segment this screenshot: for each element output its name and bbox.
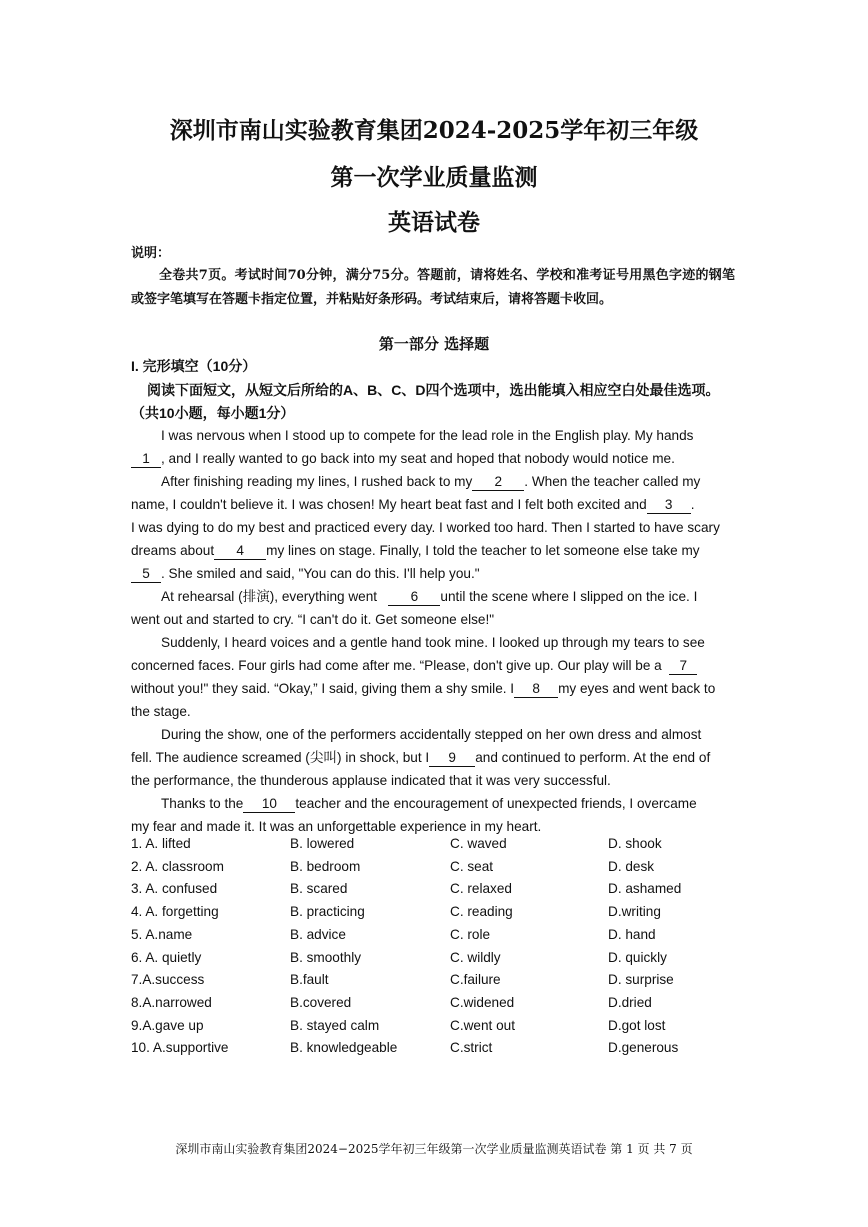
option-10-B: B. knowledgeable: [290, 1040, 398, 1056]
option-2-B: B. bedroom: [290, 858, 361, 874]
page-footer: 深圳市南山实验教育集团2024−2025学年初三年级第一次学业质量监测英语试卷 第 1 页 共 7 页: [175, 1142, 693, 1156]
option-3-C: C. relaxed: [450, 881, 512, 897]
blank-4: 4: [214, 543, 266, 560]
option-5-C: C. role: [450, 926, 491, 942]
blank-2: 2: [472, 474, 524, 491]
part1-title: 第一部分 选择题: [378, 335, 490, 353]
blank-7: 7: [669, 658, 697, 675]
passage-line: the performance, the thunderous applause indicated that it was very successful.: [131, 773, 611, 788]
option-2-A: 2. A. classroom: [131, 858, 224, 874]
option-2-C: C. seat: [450, 858, 494, 874]
passage-line: name, I couldn't believe it. I was chosen! My heart beat fast and I felt both excited and 3 .: [131, 497, 695, 512]
passage-line: At rehearsal (排演), everything went 6 until the scene where I slipped on the ice. I: [161, 589, 698, 604]
passage-line: I was nervous when I stood up to compete for the lead role in the English play. My hands: [161, 428, 694, 443]
option-5-D: D. hand: [608, 926, 656, 942]
option-3-B: B. scared: [290, 881, 348, 897]
blank-1: 1: [131, 451, 161, 468]
option-7-D: D. surprise: [608, 972, 674, 988]
notes-label: 说明：: [131, 246, 171, 261]
passage-line: concerned faces. Four girls had come after me. “Please, don't give up. Our play will be a 7: [131, 655, 737, 677]
option-8-B: B.covered: [290, 994, 352, 1010]
blank-5: 5: [131, 566, 161, 583]
option-6-B: B. smoothly: [290, 949, 362, 965]
section1-heading: I. 完形填空（10分）: [131, 358, 257, 374]
option-7-A: 7.A.success: [131, 972, 205, 988]
option-1-C: C. waved: [450, 836, 507, 851]
blank-10: 10: [243, 796, 295, 813]
option-3-D: D. ashamed: [608, 881, 682, 897]
option-6-D: D. quickly: [608, 949, 667, 965]
option-9-A: 9.A.gave up: [131, 1017, 204, 1033]
passage-line: I was dying to do my best and practiced every day. I worked too hard. Then I started to have scary: [131, 520, 720, 535]
passage-line: my fear and made it. It was an unforgettable experience in my heart.: [131, 819, 542, 834]
option-2-D: D. desk: [608, 858, 655, 874]
option-8-D: D.dried: [608, 994, 652, 1010]
option-10-C: C.strict: [450, 1040, 493, 1056]
passage-line: fell. The audience screamed (尖叫) in shock, but I 9 and continued to perform. At the end of: [131, 750, 711, 765]
passage-line: After finishing reading my lines, I rushed back to my 2 . When the teacher called my: [161, 474, 701, 489]
option-4-A: 4. A. forgetting: [131, 904, 219, 920]
option-10-A: 10. A.supportive: [131, 1040, 229, 1056]
blank-8: 8: [514, 681, 558, 698]
option-1-B: B. lowered: [290, 836, 355, 851]
notes-text: 全卷共7页。考试时间70分钟，满分75分。答题前，请将姓名、学校和准考证号用黑色字迹的钢笔或签字笔填写在答题卡指定位置，并粘贴好条形码。考试结束后，请将答题卡收回。: [131, 268, 735, 307]
option-6-C: C. wildly: [450, 949, 501, 965]
option-7-C: C.failure: [450, 972, 501, 988]
passage-line: 5 . She smiled and said, "You can do this. I'll help you.": [131, 563, 737, 585]
option-5-A: 5. A.name: [131, 926, 193, 942]
passage-line: the stage.: [131, 704, 191, 719]
passage-line: went out and started to cry. “I can't do it. Get someone else!": [131, 612, 495, 627]
option-6-A: 6. A. quietly: [131, 949, 202, 965]
passage-line: Thanks to the 10 teacher and the encouragement of unexpected friends, I overcame: [161, 796, 697, 811]
passage-line: without you!" they said. “Okay,” I said, giving them a shy smile. I 8 my eyes and went back to: [131, 681, 716, 696]
option-8-C: C.widened: [450, 994, 515, 1010]
option-4-D: D.writing: [608, 904, 661, 920]
blank-9: 9: [429, 750, 475, 767]
option-5-B: B. advice: [290, 926, 346, 942]
blank-6: 6: [388, 589, 440, 606]
blank-3: 3: [647, 497, 691, 514]
exam-title-line1: 深圳市南山实验教育集团2024-2025学年初三年级: [169, 117, 699, 144]
option-7-B: B.fault: [290, 972, 329, 988]
option-8-A: 8.A.narrowed: [131, 994, 212, 1010]
option-4-C: C. reading: [450, 904, 513, 920]
passage-line: dreams about 4 my lines on stage. Finally, I told the teacher to let someone else take my: [131, 543, 700, 558]
exam-title-line2: 第一次学业质量监测: [330, 164, 538, 191]
option-9-B: B. stayed calm: [290, 1017, 380, 1033]
section1-instructions: 阅读下面短文，从短文后所给的A、B、C、D四个选项中，选出能填入相应空白处最佳选项。（共10小题，每小题1分）: [131, 382, 720, 421]
passage-line: Suddenly, I heard voices and a gentle hand took mine. I looked up through my tears to see: [161, 635, 705, 650]
option-4-B: B. practicing: [290, 904, 365, 920]
option-9-D: D.got lost: [608, 1017, 666, 1033]
option-9-C: C.went out: [450, 1017, 515, 1033]
option-1-D: D. shook: [608, 836, 662, 851]
option-3-A: 3. A. confused: [131, 881, 218, 897]
exam-title-line3: 英语试卷: [388, 209, 480, 236]
passage-line: 1 , and I really wanted to go back into my seat and hoped that nobody would notice me.: [131, 448, 737, 470]
passage-line: During the show, one of the performers accidentally stepped on her own dress and almost: [161, 727, 702, 742]
option-1-A: 1. A. lifted: [131, 836, 191, 851]
option-10-D: D.generous: [608, 1040, 679, 1056]
